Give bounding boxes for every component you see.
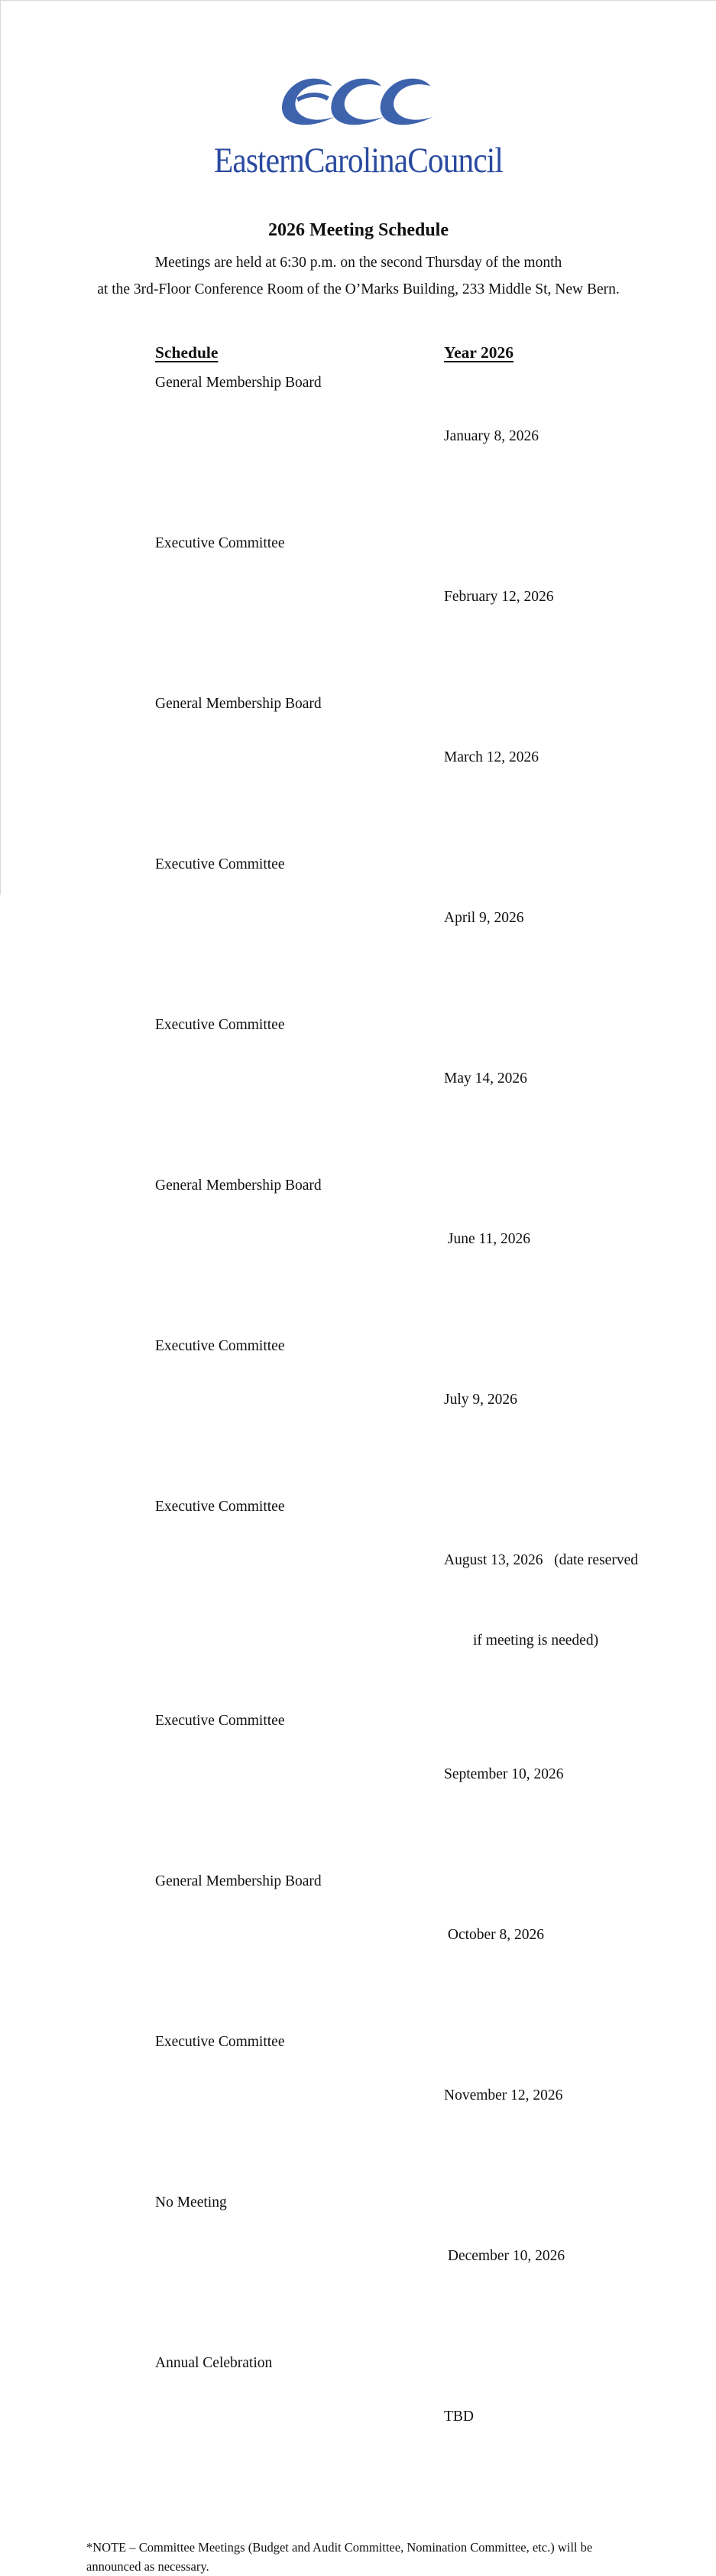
- subtitle-line-2: at the 3rd-Floor Conference Room of the O’Marks Building, 233 Middle St, New Bern.: [97, 281, 620, 297]
- schedule-table: [155, 343, 716, 2510]
- meeting-date: June 11, 2026: [444, 1231, 531, 1247]
- meeting-name: Executive Committee: [155, 1499, 285, 1515]
- meeting-date-cell: [444, 851, 524, 1012]
- meeting-date: March 12, 2026: [444, 749, 539, 765]
- meeting-date-cell: [444, 1333, 517, 1493]
- table-row: [155, 2189, 716, 2350]
- meeting-date: May 14, 2026: [444, 1070, 527, 1087]
- meeting-name: Executive Committee: [155, 1338, 285, 1354]
- meeting-date-cell: [444, 1868, 544, 2029]
- meeting-date-cell: [444, 2189, 565, 2350]
- meeting-date: January 8, 2026: [444, 428, 539, 444]
- meeting-name: Executive Committee: [155, 2034, 285, 2050]
- meeting-date-cell: [444, 2350, 474, 2510]
- meeting-date: September 10, 2026: [444, 1766, 564, 1782]
- table-row: [155, 1012, 716, 1172]
- meeting-date: November 12, 2026: [444, 2087, 563, 2103]
- table-row: [155, 369, 716, 530]
- meeting-date: August 13, 2026 (date reserved: [444, 1552, 638, 1568]
- table-row: [155, 2350, 716, 2510]
- subtitle-line-1: Meetings are held at 6:30 p.m. on the second Thursday of the month: [154, 255, 562, 271]
- meeting-date-cell: [444, 2029, 562, 2189]
- meeting-date: February 12, 2026: [444, 589, 554, 605]
- meeting-name: Executive Committee: [155, 1713, 285, 1729]
- meeting-date-cell: [444, 369, 539, 530]
- meeting-date: December 10, 2026: [444, 2248, 565, 2264]
- meeting-date-line2: if meeting is needed): [473, 1632, 599, 1649]
- year-column-header: Year 2026: [444, 343, 514, 362]
- meeting-name: General Membership Board: [155, 696, 322, 712]
- meeting-date-cell: [444, 530, 554, 690]
- schedule-column-header: Schedule: [155, 343, 219, 362]
- meeting-name: Executive Committee: [155, 535, 285, 551]
- footnote: *NOTE – Committee Meetings (Budget and Audit Committee, Nomination Committee, etc.) will be announced as necessary.: [86, 2540, 593, 2574]
- meeting-date-cell: [444, 1707, 564, 1868]
- meeting-name: Executive Committee: [155, 856, 285, 872]
- logo-wordmark: EasternCarolinaCouncil: [213, 141, 504, 180]
- meeting-name: No Meeting: [155, 2194, 227, 2211]
- meeting-date-cell: [444, 1012, 527, 1172]
- table-row: [155, 851, 716, 1012]
- schedule-rows: [155, 369, 716, 2510]
- meeting-date: April 9, 2026: [444, 910, 524, 926]
- table-row: [155, 2029, 716, 2189]
- meeting-date: TBD: [444, 2409, 474, 2425]
- table-row: [155, 690, 716, 851]
- meeting-date-cell: [444, 1493, 638, 1707]
- logo: [1, 1, 716, 179]
- meeting-name: General Membership Board: [155, 375, 322, 391]
- table-row: [155, 1707, 716, 1868]
- meeting-name: General Membership Board: [155, 1873, 322, 1889]
- meeting-name: Executive Committee: [155, 1017, 285, 1033]
- meeting-date: July 9, 2026: [444, 1392, 517, 1408]
- table-row: [155, 530, 716, 690]
- page-title: 2026 Meeting Schedule: [268, 220, 449, 240]
- meeting-date: October 8, 2026: [444, 1927, 545, 1943]
- meeting-date-cell: [444, 690, 539, 851]
- ecc-swirl-icon: [277, 73, 440, 133]
- meeting-date-cell: [444, 1172, 530, 1333]
- meeting-name: Annual Celebration: [155, 2355, 273, 2371]
- table-row: [155, 1493, 716, 1707]
- meeting-name: General Membership Board: [155, 1178, 322, 1194]
- table-row: [155, 1868, 716, 2029]
- subtitle: [1, 249, 716, 303]
- schedule-table-header: [155, 343, 716, 363]
- table-row: [155, 1333, 716, 1493]
- table-row: [155, 1172, 716, 1333]
